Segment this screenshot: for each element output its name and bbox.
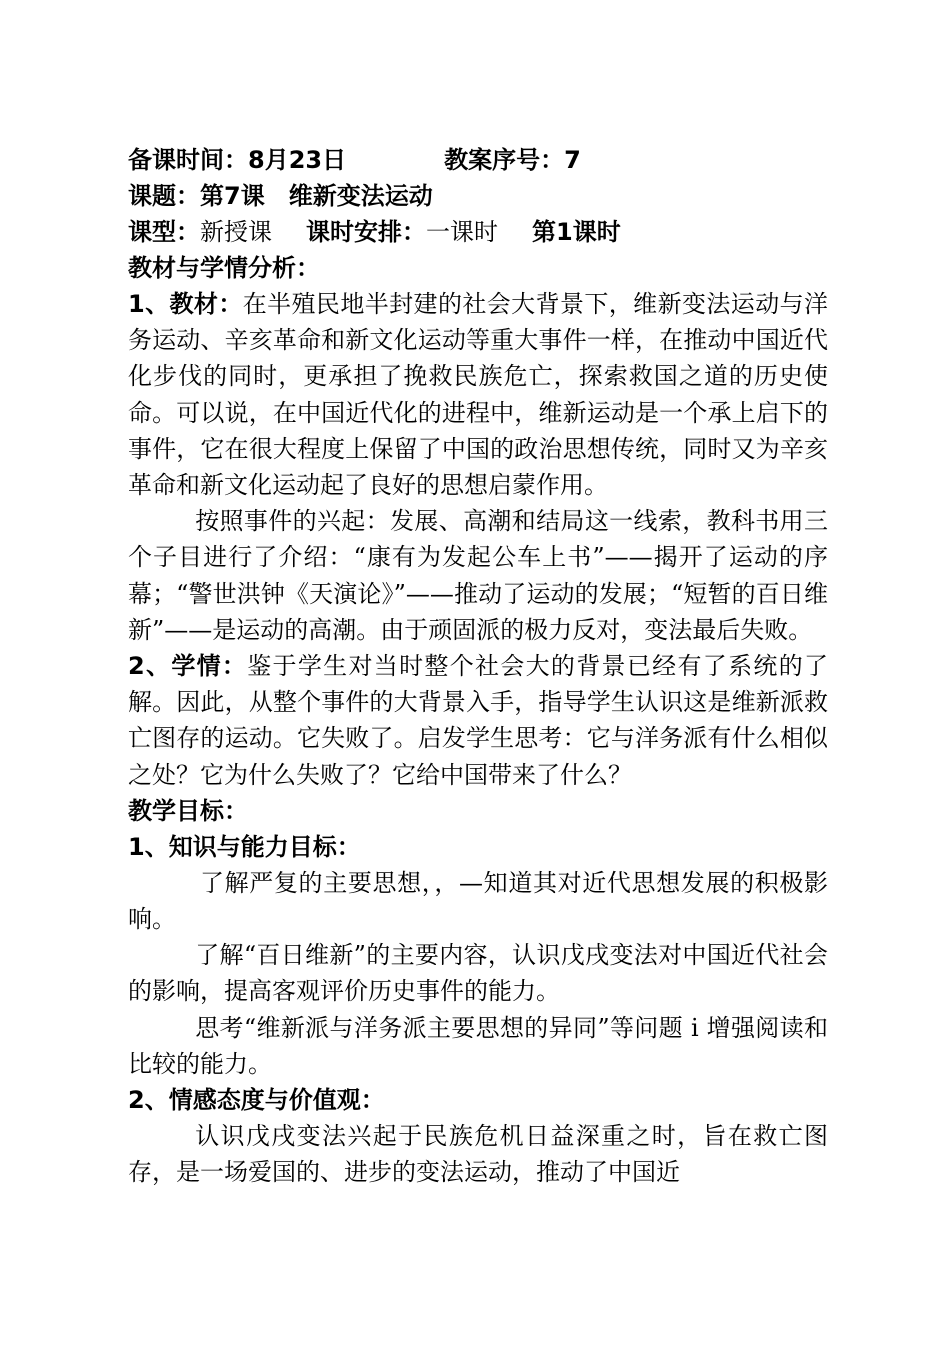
textbook-paragraph <box>128 286 828 503</box>
knowledge-heading <box>128 829 828 865</box>
knowledge-item <box>128 865 828 937</box>
schedule-value: 一课时 <box>426 218 498 246</box>
textbook-paragraph-2 <box>128 503 828 648</box>
plan-number-value: 7 <box>564 146 581 174</box>
prep-time-line <box>128 142 828 178</box>
topic-value: 第7课 维新变法运动 <box>200 182 433 210</box>
period-label: 第1课时 <box>532 218 621 246</box>
type-label: 课型： <box>128 218 200 246</box>
knowledge-item-text: 了解严复的主要思想，，—知道其对近代思想发展的积极影响。 <box>128 868 828 934</box>
students-text: 鉴于学生对当时整个社会大的背景已经有了系统的了解。因此，从整个事件的大背景入手，指导学生认识这是维新派救亡图存的运动。它失败了。启发学生思考：它与洋务派有什么相似之处？它为什么失败了？它给中国带来了什么？ <box>128 652 829 789</box>
textbook-label: 1、教材： <box>128 290 243 318</box>
analysis-heading <box>128 250 828 286</box>
emotion-text: 认识戊戌变法兴起于民族危机日益深重之时，旨在救亡图存，是一场爱国的、进步的变法运动，推动了中国近 <box>128 1122 828 1187</box>
goals-heading-text: 教学目标： <box>128 796 248 825</box>
goals-heading <box>128 793 828 829</box>
prep-time-label: 备课时间： <box>128 146 248 174</box>
topic-label: 课题： <box>128 182 200 210</box>
knowledge-item <box>128 937 828 1009</box>
type-line <box>128 214 828 250</box>
schedule-label: 课时安排： <box>306 218 426 246</box>
emotion-paragraph <box>128 1118 828 1190</box>
textbook-text: 在半殖民地半封建的社会大背景下，维新变法运动与洋务运动、辛亥革命和新文化运动等重大事件一样，在推动中国近代化步伐的同时，更承担了挽救民族危亡，探索救国之道的历史使命。可以说，在中国近代化的进程中，维新运动是一个承上启下的事件，它在很大程度上保留了中国的政治思想传统，同时又为辛亥革命和新文化运动起了良好的思想启蒙作用。 <box>128 290 828 500</box>
plan-number-label: 教案序号： <box>444 146 565 174</box>
lesson-plan-page <box>128 142 828 1190</box>
prep-time-value: 8月23日 <box>248 146 347 174</box>
analysis-heading-text: 教材与学情分析： <box>128 254 320 282</box>
emotion-heading-text: 2、情感态度与价值观： <box>128 1086 385 1115</box>
type-value: 新授课 <box>200 218 272 246</box>
students-label: 2、学情： <box>128 652 248 681</box>
knowledge-item-text: 思考“维新派与洋务派主要思想的异同”等问题 i 增强阅读和比较的能力。 <box>128 1013 828 1078</box>
textbook-text-2: 按照事件的兴起：发展、高潮和结局这一线索，教科书用三个子目进行了介绍：“康有为发起公车上书”——揭开了运动的序幕；“警世洪钟《天演论》”——推动了运动的发展；“短暂的百日维新”——是运动的高潮。由于顽固派的极力反对，变法最后失败。 <box>128 507 828 644</box>
topic-line <box>128 178 828 214</box>
knowledge-item <box>128 1010 828 1082</box>
knowledge-item-text: 了解“百日维新”的主要内容，认识戊戌变法对中国近代社会的影响，提高客观评价历史事件的能力。 <box>128 941 828 1006</box>
emotion-heading <box>128 1082 828 1118</box>
knowledge-heading-text: 1、知识与能力目标： <box>128 832 361 861</box>
students-paragraph <box>128 648 828 793</box>
